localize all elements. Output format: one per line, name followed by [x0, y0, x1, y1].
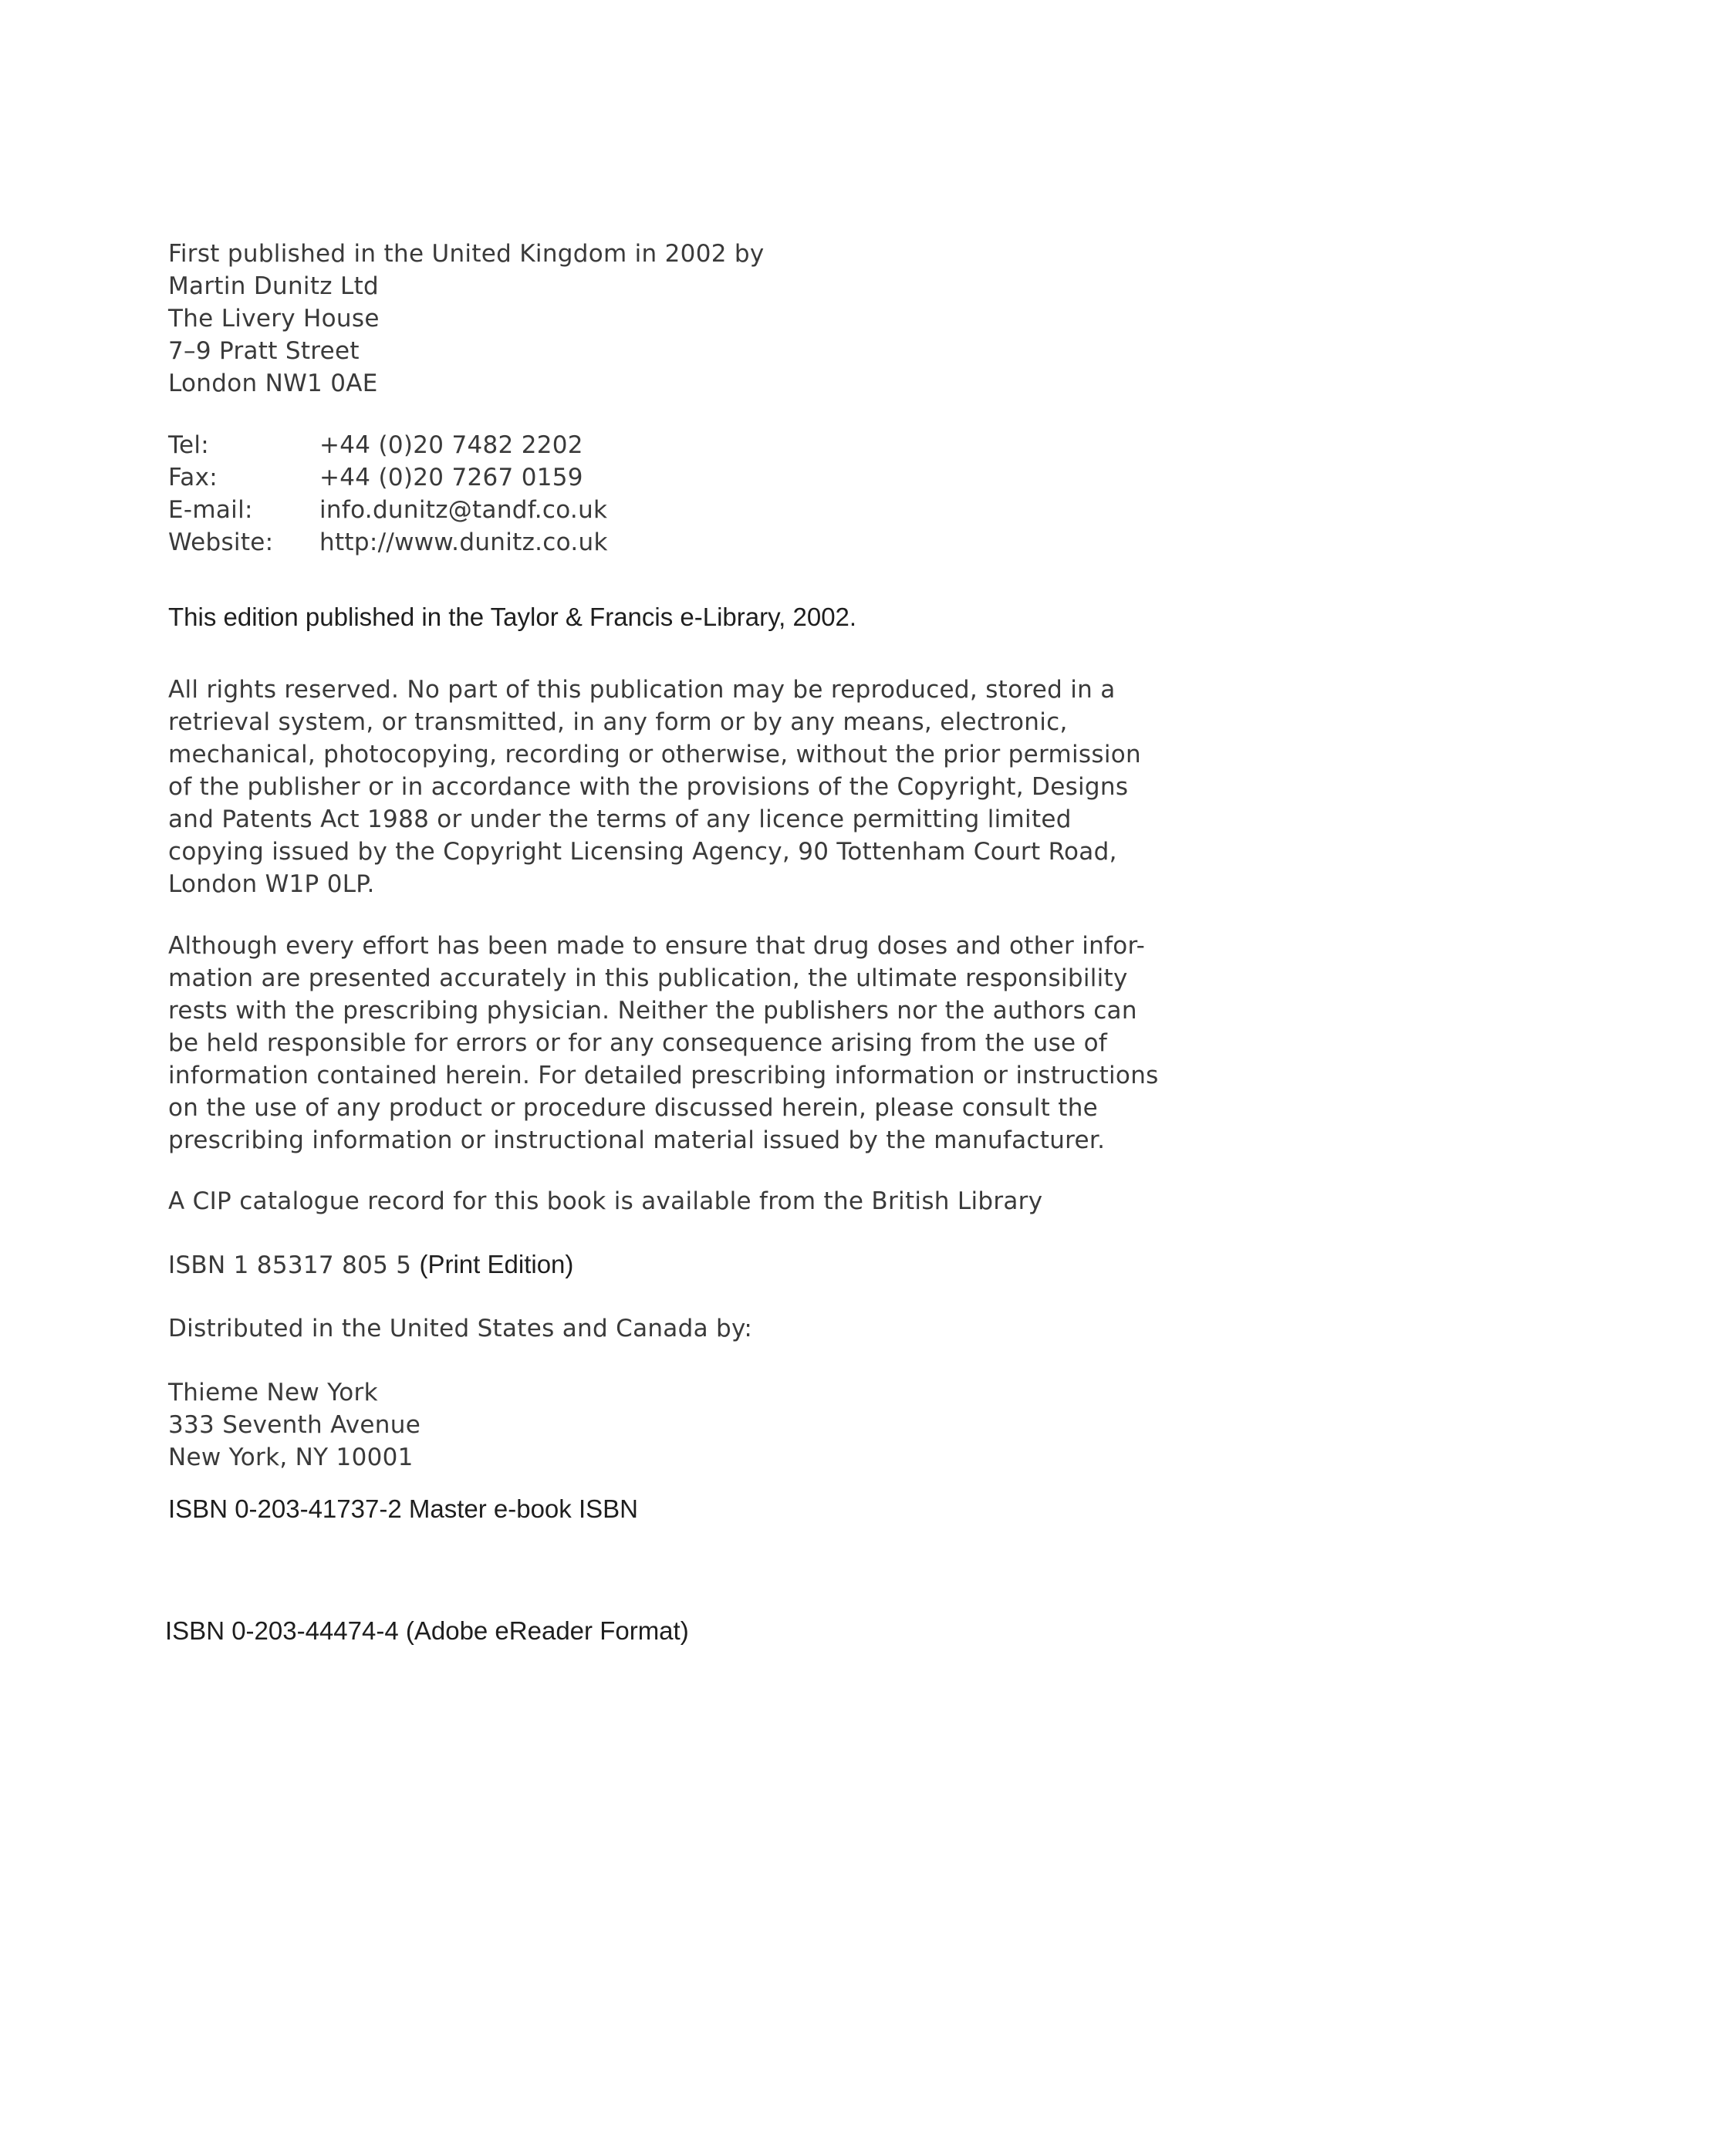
distributor-address-line: Thieme New York [168, 1379, 378, 1407]
disclaimer-paragraph [168, 930, 1159, 1157]
edition-note: This edition published in the Taylor & Francis e-Library, 2002. [168, 603, 857, 631]
isbn-print [168, 1248, 573, 1282]
contact-value: http://www.dunitz.co.uk [319, 528, 608, 556]
rights-line: and Patents Act 1988 or under the terms of any licence permitting limited [168, 805, 1072, 833]
publisher-address-line: London NW1 0AE [168, 370, 378, 397]
contact-label: Website: [168, 528, 274, 556]
disclaimer-line: on the use of any product or procedure discussed herein, please consult the [168, 1094, 1099, 1122]
publisher-block [168, 238, 765, 400]
isbn-adobe: ISBN 0-203-44474-4 (Adobe eReader Format) [165, 1616, 689, 1645]
distributor-address-line: 333 Seventh Avenue [168, 1411, 421, 1439]
distribution-heading: Distributed in the United States and Canada by: [168, 1315, 753, 1342]
isbn-master: ISBN 0-203-41737-2 Master e-book ISBN [168, 1494, 638, 1523]
rights-line: copying issued by the Copyright Licensing Agency, 90 Tottenham Court Road, [168, 838, 1117, 866]
contact-label: Fax: [168, 464, 218, 491]
contact-value: +44 (0)20 7267 0159 [319, 464, 583, 491]
cip-record: A CIP catalogue record for this book is available from the British Library [168, 1187, 1043, 1215]
rights-line: retrieval system, or transmitted, in any form or by any means, electronic, [168, 708, 1068, 736]
publisher-address-line: 7–9 Pratt Street [168, 337, 360, 365]
rights-line: mechanical, photocopying, recording or otherwise, without the prior permission [168, 741, 1141, 768]
rights-line: London W1P 0LP. [168, 870, 375, 898]
rights-line: All rights reserved. No part of this publication may be reproduced, stored in a [168, 676, 1116, 704]
contact-row-fax [168, 461, 608, 494]
distributor-address [168, 1376, 420, 1474]
disclaimer-line: prescribing information or instructional material issued by the manufacturer. [168, 1126, 1106, 1154]
contact-label: Tel: [168, 431, 209, 459]
contact-block [168, 429, 608, 559]
rights-line: of the publisher or in accordance with the provisions of the Copyright, Designs [168, 773, 1129, 801]
contact-row-website [168, 526, 608, 559]
publisher-address-line: Martin Dunitz Ltd [168, 272, 380, 300]
contact-value: +44 (0)20 7482 2202 [319, 431, 583, 459]
contact-row-email [168, 494, 608, 526]
publisher-address-line: The Livery House [168, 305, 380, 333]
isbn-print-edition: (Print Edition) [419, 1250, 574, 1278]
contact-value: info.dunitz@tandf.co.uk [319, 496, 608, 524]
distributor-address-line: New York, NY 10001 [168, 1444, 414, 1471]
disclaimer-line: Although every effort has been made to ensure that drug doses and other infor- [168, 932, 1146, 960]
contact-label: E-mail: [168, 496, 253, 524]
disclaimer-line: mation are presented accurately in this publication, the ultimate responsibility [168, 964, 1128, 992]
disclaimer-line: information contained herein. For detailed prescribing information or instructions [168, 1062, 1159, 1089]
disclaimer-line: be held responsible for errors or for any consequence arising from the use of [168, 1029, 1108, 1057]
first-published-line: First published in the United Kingdom in 2002 by [168, 240, 765, 268]
rights-paragraph [168, 674, 1141, 900]
isbn-print-number: ISBN 1 85317 805 5 [168, 1251, 412, 1279]
contact-row-tel [168, 429, 608, 461]
disclaimer-line: rests with the prescribing physician. Neither the publishers nor the authors can [168, 997, 1137, 1025]
